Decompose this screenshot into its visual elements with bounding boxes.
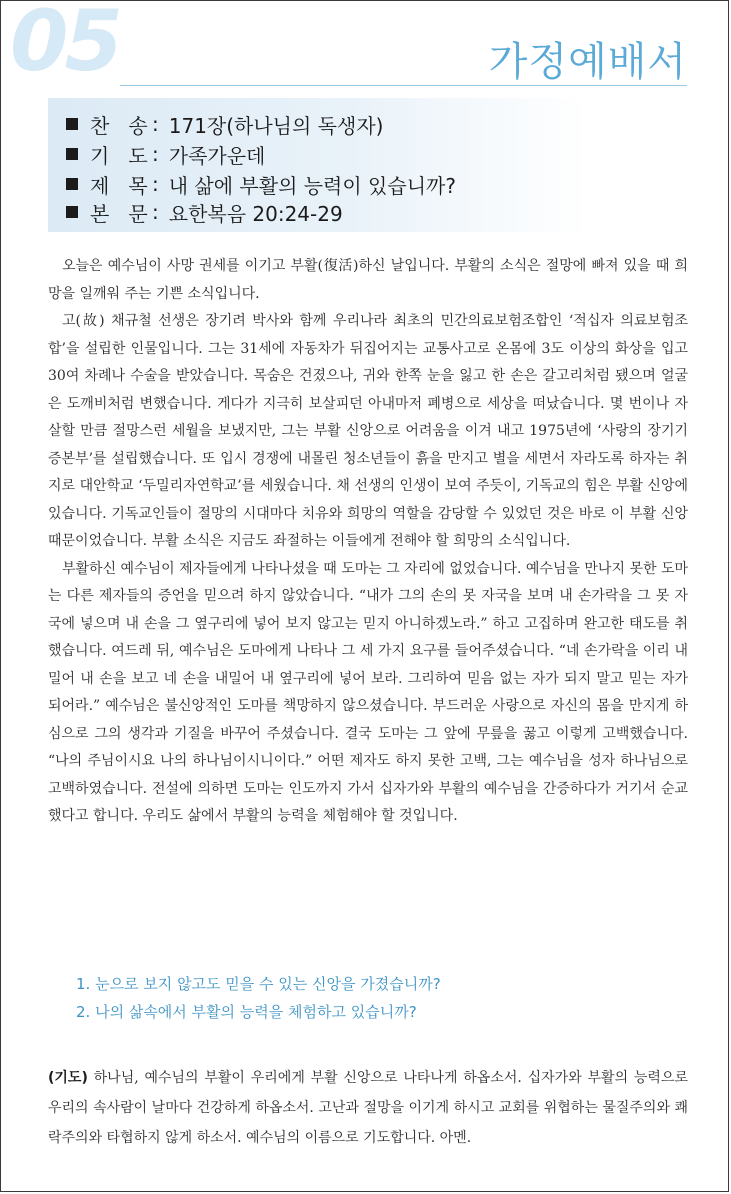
prayer-tag: (기도)	[48, 1070, 88, 1086]
info-value-scripture: 요한복음 20:24-29	[168, 201, 343, 226]
info-value-hymn: 171장(하나님의 독생자)	[168, 113, 384, 138]
sermon-body	[48, 253, 688, 831]
info-label: 본 문	[90, 201, 148, 226]
prayer-text: 하나님, 예수님의 부활이 우리에게 부활 신앙으로 나타나게 하옵소서. 십자가와 부활의 능력으로 우리의 속사람이 날마다 건강하게 하옵소서. 고난과 절망을 이기게 하시고 교회를 위협하는 물질주의와 쾌락주의와 타협하지 않게 하소서. 예수님의 이름으로 기도합니다. 아멘.	[48, 1070, 688, 1146]
info-row-subject: 제 목 : 내 삶에 부활의 능력이 있습니까?	[66, 170, 456, 198]
closing-prayer	[48, 1063, 688, 1153]
info-label: 기 도	[90, 143, 148, 168]
question-2: 2. 나의 삶속에서 부활의 능력을 체험하고 있습니까?	[76, 1003, 417, 1021]
paragraph-intro: 오늘은 예수님이 사망 권세를 이기고 부활(復活)하신 날입니다. 부활의 소식은 절망에 빠져 있을 때 희망을 일깨워 주는 기쁜 소식입니다.	[48, 258, 688, 302]
info-value-subject: 내 삶에 부활의 능력이 있습니까?	[168, 173, 456, 198]
info-row-prayer: 기 도 : 가족가운데	[66, 140, 265, 168]
reflection-questions	[76, 970, 441, 1026]
paragraph-thomas: 부활하신 예수님이 제자들에게 나타나셨을 때 도마는 그 자리에 없었습니다. 예수님을 만나지 못한 도마는 다른 제자들의 증언을 믿으려 하지 않았습니다. “내가 그의 손의 못 자국을 보며 내 손가락을 그 못 자국에 넣으며 내 손을 그 옆구리에 넣어 보지 않고는 믿지 아니하겠노라.” 하고 고집하며 완고한 태도를 취했습니다. 여드레 뒤, 예수님은 도마에게 나타나 그 세 가지 요구를 들어주셨습니다. “네 손가락을 이리 내밀어 내 손을 보고 네 손을 내밀어 내 옆구리에 넣어 보라. 그리하여 믿음 없는 자가 되지 말고 믿는 자가 되어라.” 예수님은 불신앙적인 도마를 책망하지 않으셨습니다. 부드러운 사랑으로 자신의 몸을 만지게 하심으로 그의 생각과 기질을 바꾸어 주셨습니다. 결국 도마는 그 앞에 무릎을 꿇고 이렇게 고백했습니다. “나의 주님이시요 나의 하나님이시니이다.” 어떤 제자도 하지 못한 고백, 그는 예수님을 성자 하나님으로 고백하였습니다. 전설에 의하면 도마는 인도까지 가서 십자가와 부활의 예수님을 간증하다가 거기서 순교했다고 합니다. 우리도 삶에서 부활의 능력을 체험해야 할 것입니다.	[48, 560, 688, 824]
bullet-square-icon	[66, 206, 78, 218]
info-row-scripture: 본 문 : 요한복음 20:24-29	[66, 198, 343, 226]
page-number: 05	[10, 0, 119, 90]
question-1: 1. 눈으로 보지 않고도 믿을 수 있는 신앙을 가졌습니까?	[76, 975, 441, 993]
worship-info-box	[48, 98, 588, 232]
bullet-square-icon	[66, 118, 78, 130]
info-label: 찬 송	[90, 113, 148, 138]
bullet-square-icon	[66, 148, 78, 160]
page-title: 가정예배서	[488, 39, 687, 85]
info-row-hymn: 찬 송 : 171장(하나님의 독생자)	[66, 110, 383, 138]
paragraph-story: 고(故) 채규철 선생은 장기려 박사와 함께 우리나라 최초의 민간의료보험조합인 ‘적십자 의료보험조합’을 설립한 인물입니다. 그는 31세에 자동차가 뒤집어지는 교통사고로 온몸에 3도 이상의 화상을 입고 30여 차례나 수술을 받았습니다. 목숨은 건졌으나, 귀와 한쪽 눈을 잃고 한 손은 갈고리처럼 됐으며 얼굴은 도깨비처럼 변했습니다. 게다가 지극히 보살피던 아내마저 폐병으로 세상을 떠났습니다. 몇 번이나 자살할 만큼 절망스런 세월을 보냈지만, 그는 부활 신앙으로 어려움을 이겨 내고 1975년에 ‘사랑의 장기기증본부’를 설립했습니다. 또 입시 경쟁에 내몰린 청소년들이 흙을 만지고 별을 세면서 자라도록 하자는 취지로 대안학교 ‘두밀리자연학교’를 세웠습니다. 채 선생의 인생이 보여 주듯이, 기독교의 힘은 부활 신앙에 있습니다. 기독교인들이 절망의 시대마다 치유와 희망의 역할을 감당할 수 있었던 것은 바로 이 부활 신앙 때문이었습니다. 부활 소식은 지금도 좌절하는 이들에게 전해야 할 희망의 소식입니다.	[48, 313, 688, 549]
header-divider	[120, 85, 687, 86]
info-label: 제 목	[90, 173, 148, 198]
bullet-square-icon	[66, 178, 78, 190]
info-value-prayer: 가족가운데	[168, 143, 266, 168]
